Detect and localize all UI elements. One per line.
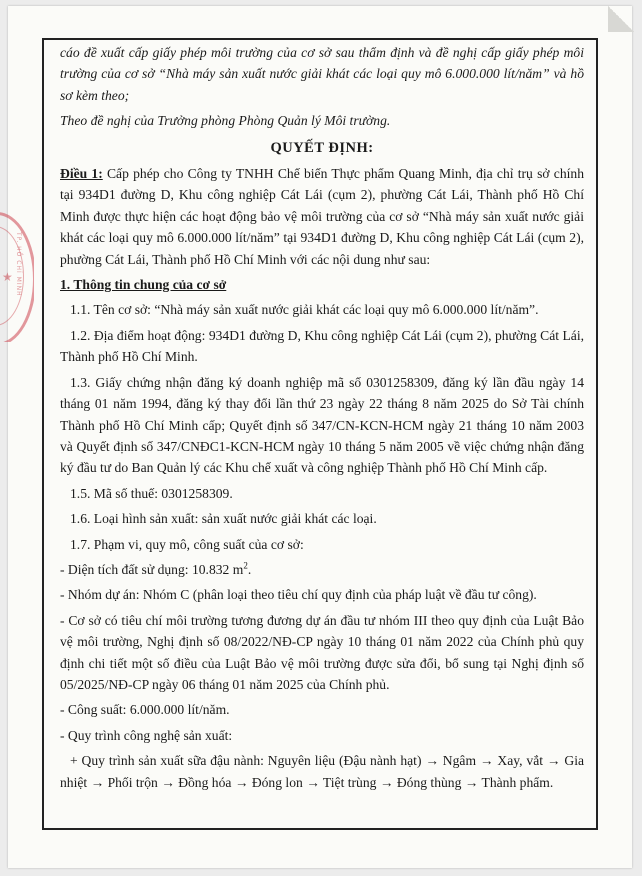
soy-milk-process-line: + Quy trình sản xuất sữa đậu nành: Nguyên liệu (Đậu nành hạt) → Ngâm → Xay, vắt → Gia nhiệt → Phối trộn → Đồng hóa → Đóng lon → Tiệt trùng → Đóng thùng → Thành phẩm. [60,753,584,790]
decision-title: QUYẾT ĐỊNH: [270,139,374,156]
article-1-text: Cấp phép cho Công ty TNHH Chế biến Thực phẩm Quang Minh, địa chỉ trụ sở chính tại 934D1 đường D, Khu công nghiệp Cát Lái (cụm 2), phường Cát Lái, Thành phố Hồ Chí Minh được thực hiện các hoạt động bảo vệ môi trường của cơ sở “Nhà máy sản xuất nước giải khát các loại quy mô 6.000.000 lít/năm” tại 934D1 đường D, Khu công nghiệp Cát Lái (cụm 2), phường Cát Lái, Thành phố Hồ Chí Minh với các nội dung như sau: [60,166,584,267]
land-area-suffix: . [247,561,252,577]
capacity-line: - Công suất: 6.000.000 lít/năm. [60,702,230,718]
process-heading-line: - Quy trình công nghệ sản xuất: [60,727,233,743]
environment-criteria-line: - Cơ sở có tiêu chí môi trường tương đương dự án đầu tư nhóm III theo quy định của Luật Bảo vệ môi trường, Nghị định số 08/2022/NĐ-CP ngày 10 tháng 01 năm 2022 của Chính phủ quy định chi tiết một số điều của Luật Bảo vệ môi trường được sửa đổi, bổ sung tại Nghị định số 05/2025/NĐ-CP ngày 06 tháng 01 năm 2025 của Chính phủ. [60,612,584,692]
official-seal [0,212,34,342]
item-1-2: 1.2. Địa điểm hoạt động: 934D1 đường D, Khu công nghiệp Cát Lái (cụm 2), phường Cát Lái, Thành phố Hồ Chí Minh. [60,327,584,365]
land-area-text: - Diện tích đất sử dụng: 10.832 m [60,561,244,577]
article-1 [60,163,584,270]
document-body [60,42,584,793]
seal-star-icon: ★ [2,270,13,284]
item-1-7: 1.7. Phạm vi, quy mô, công suất của cơ sở: [70,536,304,552]
seal-text: TP. HỒ CHÍ MINH [15,232,22,297]
land-area-unit-sup: 2 [243,560,248,571]
land-area-line [60,559,584,580]
page-corner-fold [608,6,634,32]
intro-paragraph: cáo đề xuất cấp giấy phép môi trường của cơ sở sau thẩm định và đề nghị cấp giấy phép môi trường của cơ sở “Nhà máy sản xuất nước giải khát các loại quy mô 6.000.000 lít/năm” và hồ sơ kèm theo; [60,45,584,103]
proposal-line: Theo đề nghị của Trưởng phòng Phòng Quản lý Môi trường. [60,113,391,129]
item-1-5: 1.5. Mã số thuế: 0301258309. [70,485,233,501]
article-1-label: Điều 1: [60,166,103,182]
item-1-1: 1.1. Tên cơ sở: “Nhà máy sản xuất nước giải khát các loại quy mô 6.000.000 lít/năm”. [70,302,539,318]
project-group-line: - Nhóm dự án: Nhóm C (phân loại theo tiêu chí quy định của pháp luật về đầu tư công). [60,587,537,603]
section-1-title: 1. Thông tin chung của cơ sở [60,277,227,293]
item-1-6: 1.6. Loại hình sản xuất: sản xuất nước giải khát các loại. [70,511,377,527]
item-1-3: 1.3. Giấy chứng nhận đăng ký doanh nghiệp mã số 0301258309, đăng ký lần đầu ngày 14 tháng 01 năm 1994, đăng ký thay đổi lần thứ 23 ngày 22 tháng 8 năm 2025 do Sở Tài chính Thành phố Hồ Chí Minh cấp; Quyết định số 347/CN-KCN-HCM ngày 21 tháng 10 năm 2003 và Quyết định số 347/CNĐC1-KCN-HCM ngày 10 tháng 5 năm 2005 về việc chứng nhận đăng ký đầu tư do Ban Quản lý các Khu chế xuất và công nghiệp Thành phố Hồ Chí Minh cấp. [60,374,584,476]
